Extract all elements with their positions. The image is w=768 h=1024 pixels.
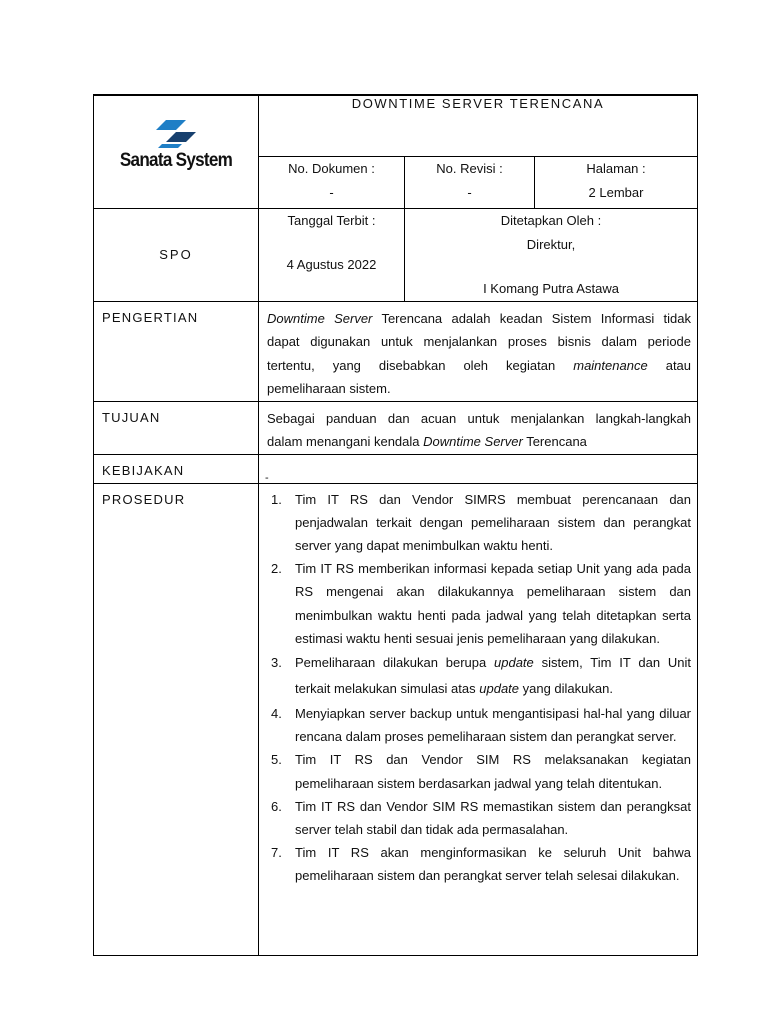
- logo-cell: [94, 95, 259, 208]
- tujuan-line-2: [267, 430, 691, 454]
- issue-date-cell: [259, 208, 405, 301]
- step-text: Tim IT RS akan menginformasikan ke seluruh Unit bahwa pemeliharaan sistem dan perangkat server telah selesai dilakukan.: [295, 845, 692, 884]
- text-span: sistem, Tim IT dan Unit terkait melakukan simulasi atas: [295, 654, 692, 696]
- step-text: Menyiapkan server backup untuk mengantisipasi hal-hal yang diluar rencana dalam proses pemeliharaan sistem dan perangkat server.: [295, 705, 692, 745]
- approved-name: I Komang Putra Astawa: [483, 280, 619, 296]
- term-update: update: [494, 654, 534, 670]
- step-text: Tim IT RS memberikan informasi kepada setiap Unit yang ada pada RS mengenai akan dilakukannya pemeliharaan sistem dan menimbulkan waktu henti pada jadwal yang telah ditetapkan serta estimasi waktu henti sesuai jenis pemeliharaan yang dilakukan.: [295, 561, 692, 646]
- step-text: Tim IT RS dan Vendor SIM RS melaksanakan kegiatan pemeliharaan sistem berdasarkan jadwal yang telah ditentukan.: [295, 752, 692, 791]
- step-item: [267, 650, 691, 702]
- text-span: dalam menangani kendala: [267, 434, 424, 449]
- step-item: [267, 702, 691, 748]
- text-span: Terencana adalah keadan Sistem Informasi tidak: [372, 310, 692, 326]
- kebijakan-label: KEBIJAKAN: [94, 454, 259, 483]
- issue-date-label: Tanggal Terbit :: [287, 212, 376, 228]
- step-number: 3.: [271, 654, 282, 670]
- company-logo: [106, 120, 246, 180]
- kebijakan-value-cell: [259, 454, 698, 483]
- approved-role: Direktur,: [526, 236, 576, 252]
- pengertian-line-4: pemeliharaan sistem.: [267, 381, 391, 396]
- step-number: 2.: [271, 561, 282, 577]
- page-count-label: Halaman :: [586, 160, 646, 176]
- term-downtime-server: Downtime Server: [267, 310, 373, 326]
- pengertian-text: [259, 301, 698, 401]
- text-span: tertentu, yang disebabkan oleh kegiatan: [267, 357, 574, 373]
- step-number: 1.: [271, 491, 282, 507]
- step-item: [267, 841, 691, 887]
- prosedur-cell: [259, 483, 698, 955]
- issue-date-value: 4 Agustus 2022: [286, 256, 377, 272]
- revision-label: No. Revisi :: [436, 160, 503, 176]
- pengertian-line-1: [267, 307, 691, 331]
- spo-table: [93, 94, 698, 956]
- pengertian-line-2: dapat digunakan untuk menjalankan proses bisnis dalam periode: [267, 334, 692, 349]
- step-number: 6.: [271, 798, 282, 814]
- term-maintenance: maintenance: [573, 357, 648, 373]
- step-text: Tim IT RS dan Vendor SIM RS memastikan sistem dan perangksat server telah stabil dan tidak ada permasalahan.: [295, 798, 692, 837]
- tujuan-text: [259, 401, 698, 454]
- kebijakan-spacer: [259, 455, 697, 473]
- step-item: [267, 795, 691, 841]
- revision-value: -: [467, 184, 472, 200]
- doc-number-cell: [259, 156, 405, 208]
- prosedur-label: PROSEDUR: [94, 483, 259, 955]
- term-update: update: [479, 680, 520, 696]
- pengertian-label: PENGERTIAN: [94, 301, 259, 401]
- text-span: Pemeliharaan dilakukan berupa: [295, 654, 495, 670]
- step-number: 5.: [271, 752, 282, 768]
- logo-text: Sanata System: [119, 150, 233, 172]
- text-span: yang dilakukan.: [519, 680, 613, 696]
- step-text: Tim IT RS dan Vendor SIMRS membuat perencanaan dan penjadwalan terkait dengan pemeliharaan sistem dan perangkat server yang dapat menimbulkan waktu henti.: [295, 491, 692, 553]
- doc-number-value: -: [329, 184, 334, 200]
- doc-number-label: No. Dokumen :: [288, 160, 375, 176]
- step-item: [267, 557, 691, 650]
- revision-cell: [405, 156, 535, 208]
- spo-label: SPO: [94, 208, 259, 301]
- approval-cell: [405, 208, 698, 301]
- step-number: 7.: [271, 845, 282, 861]
- page-count-value: 2 Lembar: [588, 184, 644, 200]
- term-downtime-server: Downtime Server: [423, 434, 523, 449]
- step-text: [295, 650, 691, 702]
- text-span: atau: [647, 357, 692, 373]
- text-span: Terencana: [522, 434, 587, 449]
- pengertian-line-3: [267, 354, 691, 378]
- page-count-cell: [535, 156, 698, 208]
- step-number: 4.: [271, 705, 282, 721]
- sanata-logo-icon: [152, 120, 200, 154]
- prosedur-steps: [267, 488, 691, 888]
- tujuan-label: TUJUAN: [94, 401, 259, 454]
- tujuan-line-1: Sebagai panduan dan acuan untuk menjalankan langkah-langkah: [267, 410, 692, 426]
- step-item: [267, 488, 691, 558]
- document-title: DOWNTIME SERVER TERENCANA: [259, 95, 698, 156]
- approved-by-label: Ditetapkan Oleh :: [500, 212, 602, 228]
- step-item: [267, 748, 691, 794]
- kebijakan-value: -: [265, 471, 269, 484]
